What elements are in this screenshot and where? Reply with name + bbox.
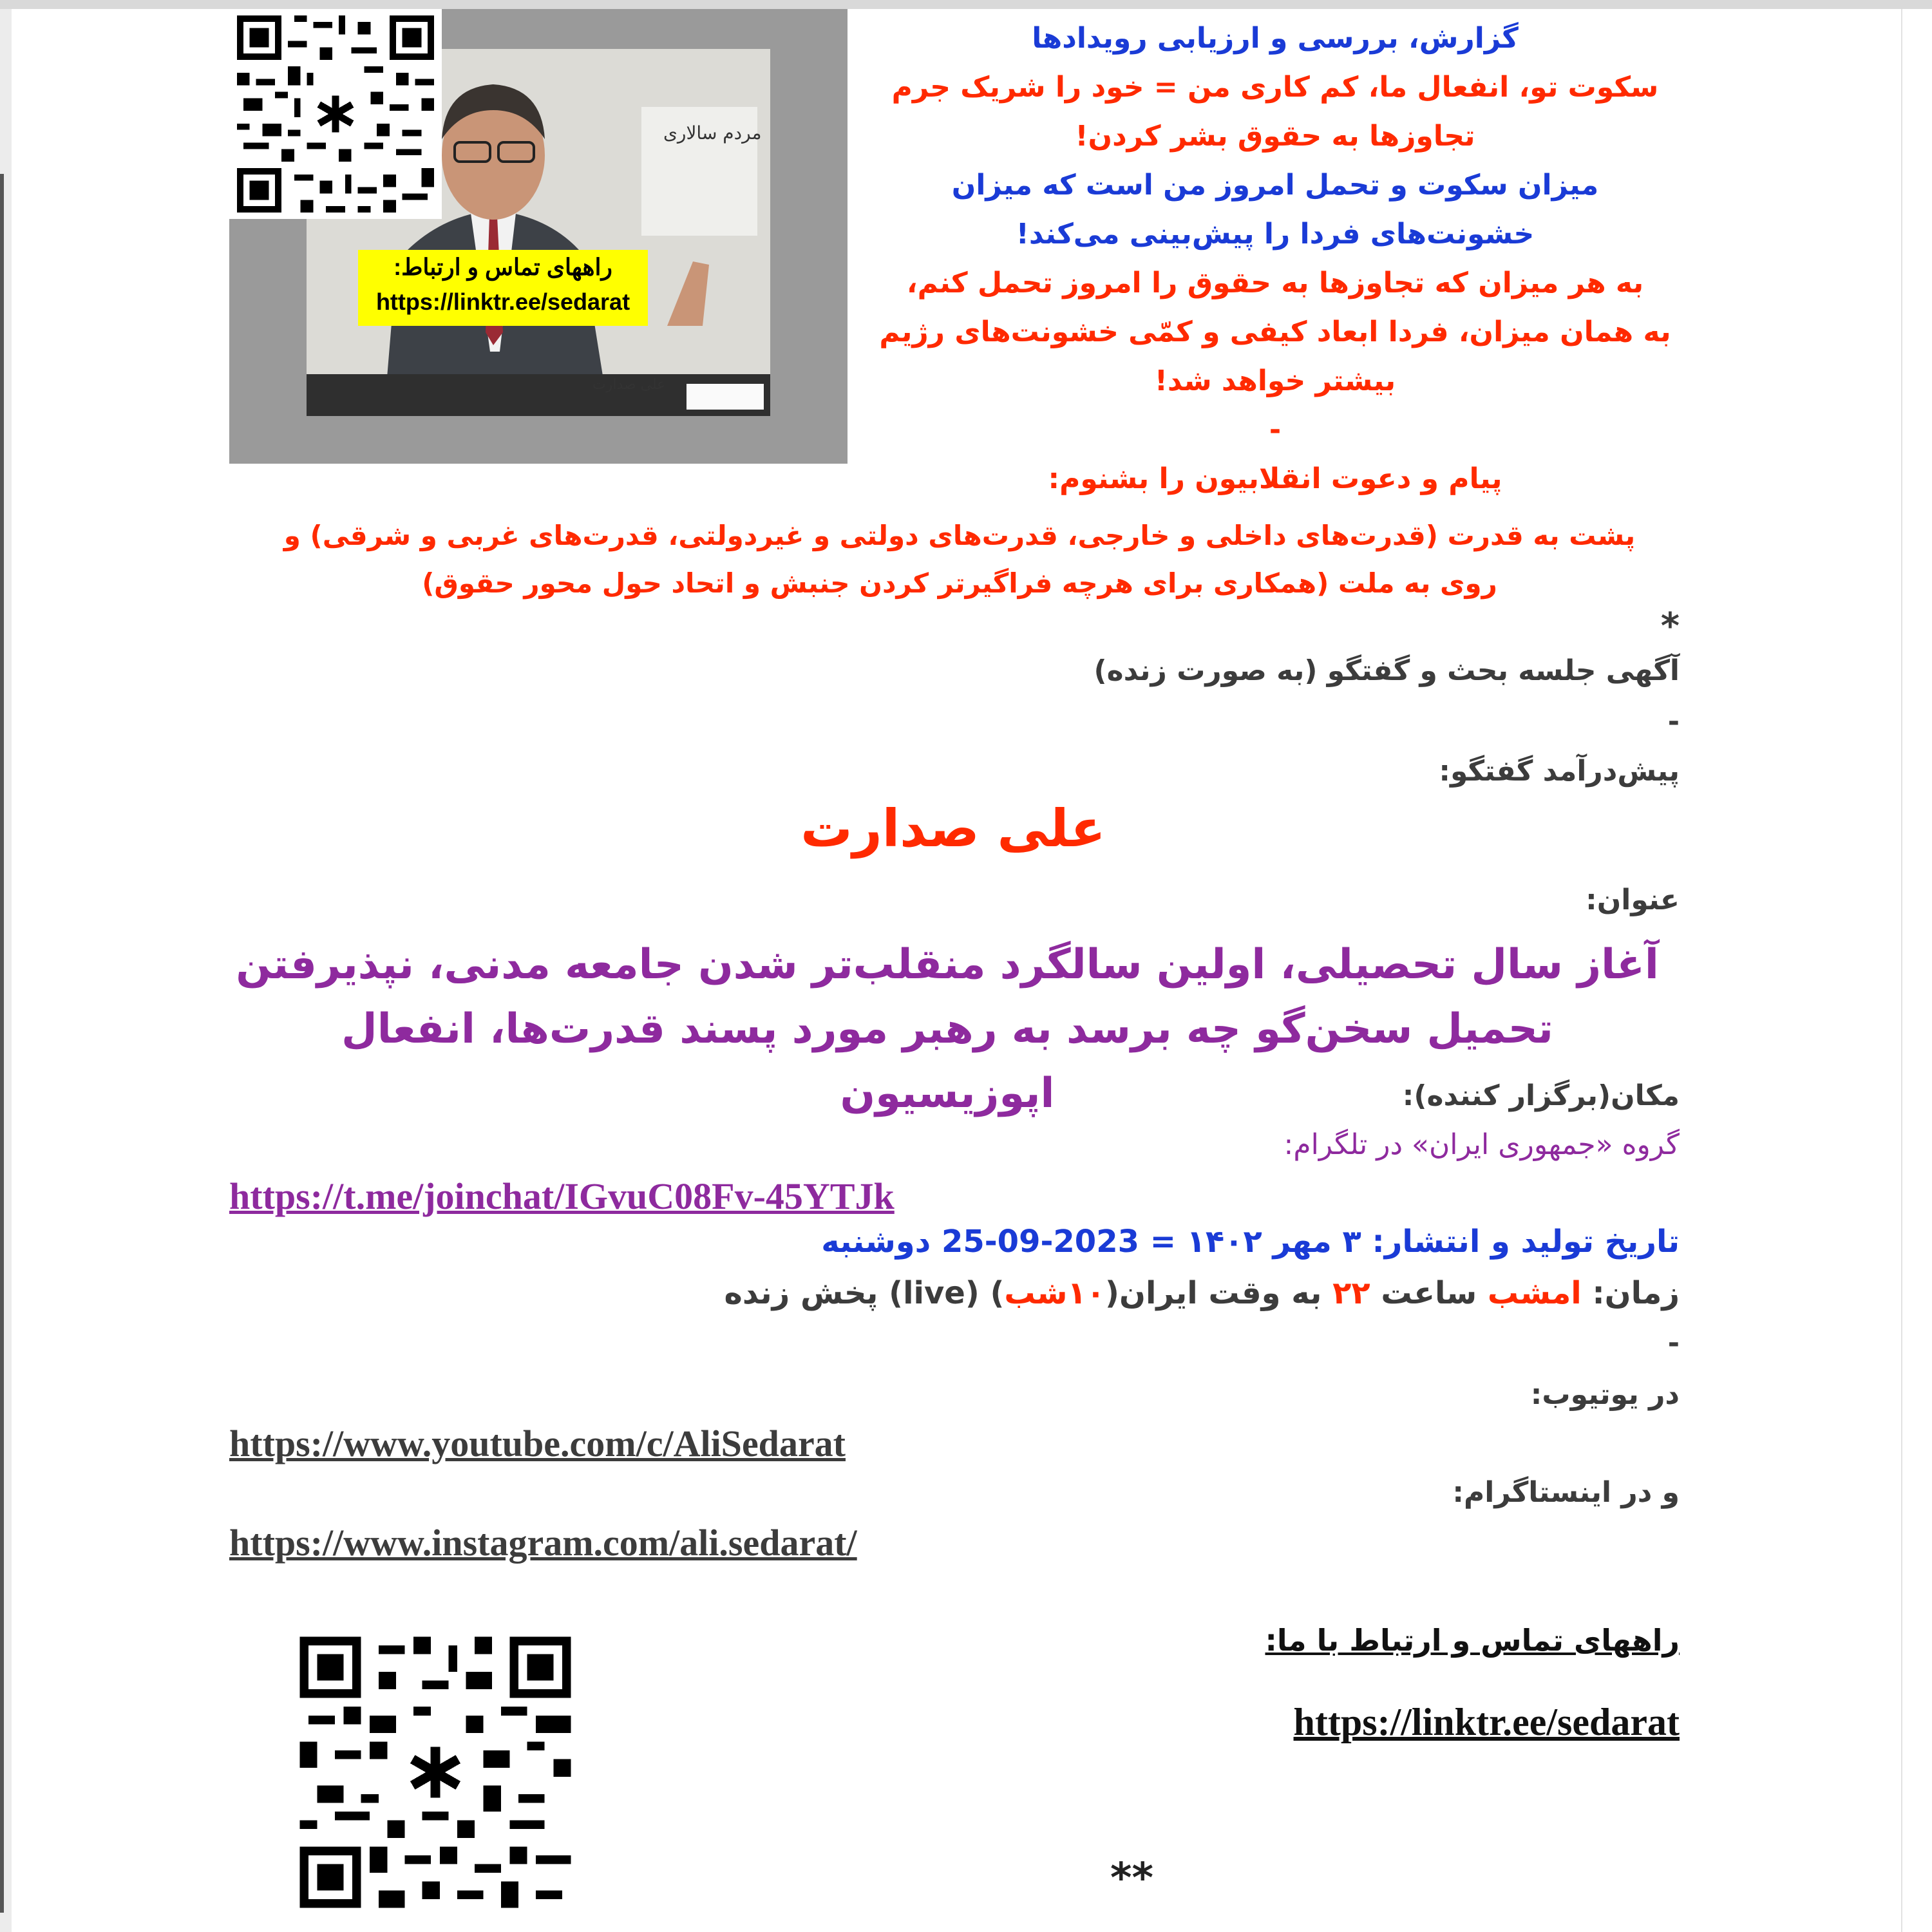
scrollbar-track[interactable] (1901, 9, 1902, 1932)
venue-label: مکان(برگزار کننده): (1402, 1079, 1680, 1112)
session-title-line-1: آغاز سال تحصیلی، اولین سالگرد منقلب‌تر شدن جامعه مدنی، نپذیرفتن (236, 941, 1659, 989)
contact-label-title: راههای تماس و ارتباط: (393, 254, 612, 280)
time-prefix: زمان: (1581, 1275, 1680, 1311)
contact-label: راههای تماس و ارتباط با ما: (1265, 1623, 1680, 1658)
time-hour: ۲۲ (1332, 1275, 1370, 1311)
call-line-1: پشت به قدرت (قدرت‌های داخلی و خارجی، قدرت‌های دولتی و غیردولتی، قدرت‌های غربی و شرقی) و (283, 520, 1636, 551)
dash-separator: - (1667, 705, 1680, 738)
instagram-label: و در اینستاگرام: (1452, 1476, 1680, 1509)
header-dash: - (1269, 413, 1282, 446)
publish-date: تاریخ تولید و انتشار: ۳ مهر ۱۴۰۲ = 2023-09-25 دوشنبه (821, 1224, 1680, 1260)
header-line-5: خشونت‌های فردا را پیش‌بینی می‌کند! (1016, 218, 1535, 251)
time-tonight: امشب (1487, 1275, 1582, 1311)
header-line-6: به هر میزان که تجاوزها به حقوق را امروز تحمل کنم، (906, 267, 1644, 299)
time-10pm: ۱۰شب (1004, 1275, 1106, 1311)
qr-code-top (229, 9, 442, 219)
speaker-name (0, 799, 1932, 858)
left-edge-line (0, 174, 4, 1913)
session-time (724, 1275, 1680, 1311)
header-line-9: پیام و دعوت انقلابیون را بشنوم: (1048, 462, 1502, 495)
wall-sign: مردم سالاری (663, 122, 762, 144)
time-mid-1: ساعت (1370, 1275, 1488, 1311)
youtube-label: در یوتیوب: (1530, 1378, 1680, 1411)
youtube-link[interactable]: https://www.youtube.com/c/AliSedarat (229, 1423, 846, 1464)
title-label: عنوان: (1586, 884, 1680, 916)
star-separator: * (1660, 605, 1680, 647)
window-top-edge (0, 0, 1932, 9)
venue-text: گروه «جمهوری ایران» در تلگرام: (1283, 1128, 1680, 1161)
header-line-3: تجاوزها به حقوق بشر کردن! (1075, 120, 1475, 153)
contact-label-link[interactable]: https://linktr.ee/sedarat (375, 289, 630, 315)
dash-separator-2: - (1667, 1327, 1680, 1359)
announcement: آگهی جلسه بحث و گفتگو (به صورت زنده) (1094, 654, 1680, 687)
header-line-4: میزان سکوت و تحمل امروز من است که میزان (951, 169, 1599, 202)
speaker-name-text: علی صدارت (800, 799, 1106, 858)
call-line-2: روی به ملت (همکاری برای هرچه فراگیرتر کردن جنبش و اتحاد حول محور حقوق) (422, 567, 1497, 599)
intro-label: پیش‌درآمد گفتگو: (1439, 755, 1680, 788)
header-block (857, 14, 1694, 504)
session-title-line-2: تحمیل سخن‌گو چه برسد به رهبر مورد پسند قدرت‌ها، انفعال اپوزیسیون (341, 1005, 1553, 1117)
header-line-7: به همان میزان، فردا ابعاد کیفی و کمّی خشونت‌های رژیم (879, 316, 1671, 348)
header-line-2: سکوت تو، انفعال ما، کم کاری من = خود را شریک جرم (891, 71, 1659, 104)
time-mid-2: به وقت ایران( (1105, 1275, 1333, 1311)
end-stars: ** (1110, 1855, 1153, 1902)
header-line-1: گزارش، بررسی و ارزیابی رویدادها (1032, 22, 1519, 55)
contact-label-overlay (358, 250, 648, 326)
instagram-link[interactable]: https://www.instagram.com/ali.sedarat/ (229, 1522, 857, 1564)
header-line-8: بیشتر خواهد شد! (1154, 365, 1396, 397)
revolutionaries-call (238, 512, 1681, 607)
nameplate: علی صدارت (592, 377, 666, 393)
contact-link[interactable]: https://linktr.ee/sedarat (1293, 1701, 1680, 1743)
telegram-link[interactable]: https://t.me/joinchat/IGvuC08Fv-45YTJk (229, 1175, 895, 1217)
qr-code-bottom (291, 1628, 580, 1917)
time-suffix: ) (live) پخش زنده (724, 1275, 1005, 1311)
